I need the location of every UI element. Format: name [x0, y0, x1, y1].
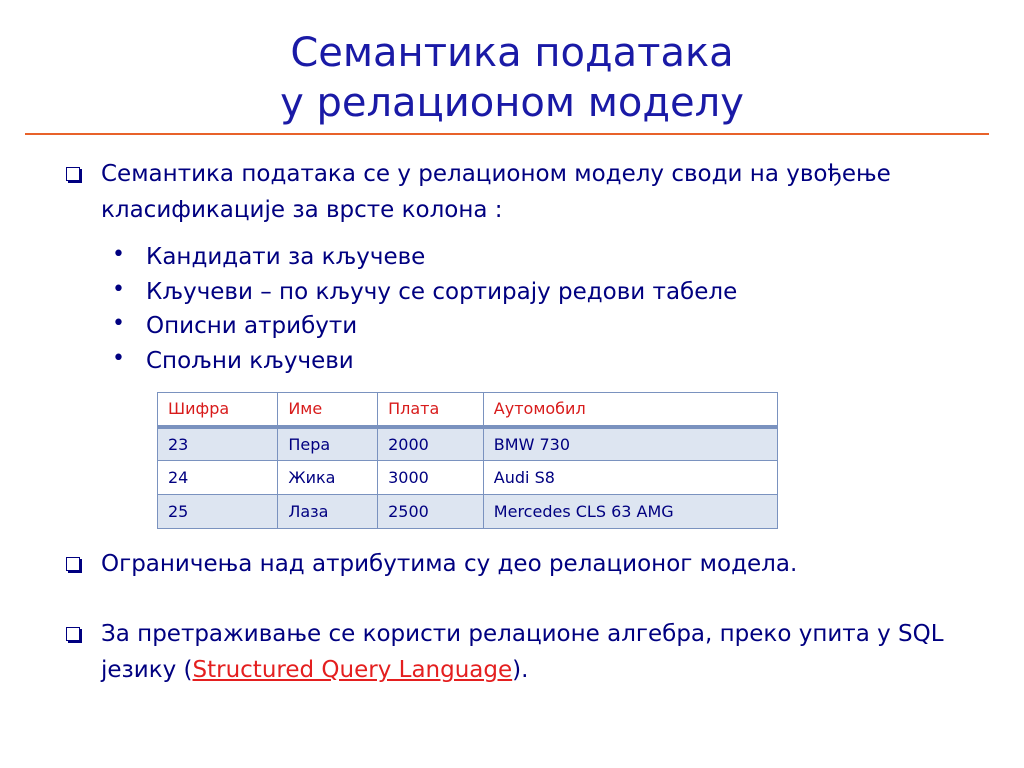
- column-types-list: [108, 240, 737, 378]
- table-row: [158, 427, 778, 461]
- list-item: [108, 275, 737, 310]
- bullet-text-before: За претраживање се користи релационе алгебра, преко упита у SQL језику (: [101, 621, 944, 683]
- table-row: [158, 461, 778, 495]
- sql-link[interactable]: Structured Query Language: [192, 657, 513, 683]
- title-divider: [25, 133, 989, 135]
- table-cell: Audi S8: [483, 461, 777, 495]
- slide-title: [0, 28, 1024, 128]
- list-item-text: Кандидати за кључеве: [146, 244, 426, 270]
- bullet-text: Семантика података се у релационом моделу своди на увођење класификације за врсте колона :: [101, 161, 891, 223]
- bullet-semantics: [66, 156, 896, 228]
- table-cell: 2000: [378, 427, 484, 461]
- column-header-id: Шифра: [158, 393, 278, 427]
- list-item: [108, 309, 737, 344]
- table-cell: BMW 730: [483, 427, 777, 461]
- bullet-constraints: [66, 546, 966, 582]
- table-cell: 2500: [378, 495, 484, 529]
- square-bullet-icon: [66, 167, 80, 181]
- table-cell: Пера: [278, 427, 378, 461]
- dot-bullet-icon: •: [112, 345, 125, 371]
- table-cell: 24: [158, 461, 278, 495]
- list-item: [108, 344, 737, 379]
- list-item-text: Спољни кључеви: [146, 347, 354, 374]
- column-header-car: Аутомобил: [483, 393, 777, 427]
- list-item: [108, 240, 737, 275]
- table-cell: Mercedes CLS 63 AMG: [483, 495, 777, 529]
- square-bullet-icon: [66, 627, 80, 641]
- title-line-1: Семантика података: [290, 30, 734, 76]
- square-bullet-icon: [66, 557, 80, 571]
- column-header-salary: Плата: [378, 393, 484, 427]
- table-header-row: [158, 393, 778, 427]
- bullet-text: [101, 616, 966, 688]
- bullet-sql: [66, 616, 966, 688]
- dot-bullet-icon: •: [112, 276, 125, 302]
- table-cell: 25: [158, 495, 278, 529]
- table-cell: Лаза: [278, 495, 378, 529]
- table-cell: Жика: [278, 461, 378, 495]
- employee-table: [157, 392, 778, 529]
- bullet-text-after: ).: [512, 657, 529, 683]
- list-item-text: Кључеви – по кључу се сортирају редови табеле: [146, 278, 738, 305]
- dot-bullet-icon: •: [112, 242, 125, 267]
- title-line-2: у релационом моделу: [280, 80, 744, 126]
- table-cell: 3000: [378, 461, 484, 495]
- bullet-text: Ограничења над атрибутима су део релационог модела.: [101, 551, 798, 577]
- list-item-text: Описни атрибути: [146, 313, 358, 339]
- table-cell: 23: [158, 427, 278, 461]
- dot-bullet-icon: •: [112, 311, 125, 336]
- table-row: [158, 495, 778, 529]
- column-header-name: Име: [278, 393, 378, 427]
